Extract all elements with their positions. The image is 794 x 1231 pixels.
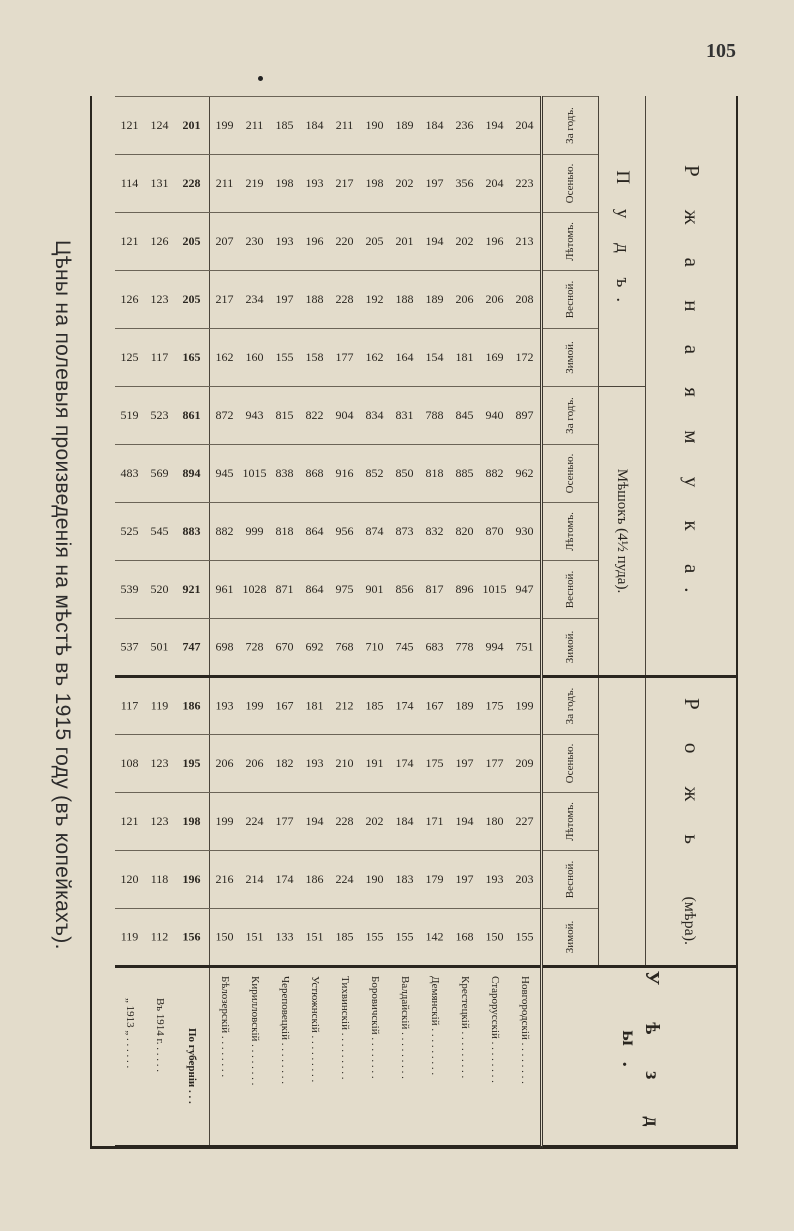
price-cell: 204 [510,97,542,155]
price-cell: 223 [510,155,542,213]
uezd-name: Въ 1914 г. . . . . . [145,967,175,1147]
price-cell: 209 [510,735,542,793]
price-table [115,96,738,1148]
price-cell: 123 [145,793,175,851]
price-cell: 525 [115,503,145,561]
price-cell: 852 [360,445,390,503]
price-cell: 670 [270,619,300,677]
price-cell: 180 [480,793,510,851]
price-cell: 185 [360,677,390,735]
season-header: Осенью. [542,445,599,503]
uezd-name: Устюжнскій . . . . . . . . . [300,967,330,1147]
season-header: Зимой. [542,329,599,387]
season-header: Лѣтомъ. [542,213,599,271]
price-cell: 197 [450,851,480,909]
price-cell: 219 [240,155,270,213]
price-cell: 188 [300,271,330,329]
price-cell: 822 [300,387,330,445]
price-cell: 870 [480,503,510,561]
price-cell: 162 [210,329,241,387]
price-cell: 956 [330,503,360,561]
price-cell: 818 [420,445,450,503]
season-header: Осенью. [542,155,599,213]
price-cell: 108 [115,735,145,793]
price-cell: 201 [175,97,210,155]
price-cell: 155 [390,909,420,967]
price-cell: 154 [420,329,450,387]
price-cell: 179 [420,851,450,909]
price-cell: 856 [390,561,420,619]
price-cell: 172 [510,329,542,387]
price-cell: 569 [145,445,175,503]
price-cell: 193 [270,213,300,271]
table-row [145,97,175,1147]
price-cell: 962 [510,445,542,503]
price-cell: 214 [240,851,270,909]
uezd-name: По губерніи . . . [175,967,210,1147]
price-cell: 168 [450,909,480,967]
price-cell: 868 [300,445,330,503]
price-cell: 112 [145,909,175,967]
uezd-name: Тихвинскій . . . . . . . . . [330,967,360,1147]
price-cell: 118 [145,851,175,909]
price-cell: 212 [330,677,360,735]
price-cell: 167 [420,677,450,735]
price-cell: 191 [360,735,390,793]
price-cell: 123 [145,735,175,793]
price-cell: 197 [270,271,300,329]
price-cell: 213 [510,213,542,271]
table-row [300,97,330,1147]
season-header: Лѣтомъ. [542,503,599,561]
price-cell: 873 [390,503,420,561]
price-cell: 545 [145,503,175,561]
price-cell: 175 [420,735,450,793]
price-cell: 120 [115,851,145,909]
price-cell: 747 [175,619,210,677]
uezd-name: Череповецкій . . . . . . . . [270,967,300,1147]
price-cell: 197 [420,155,450,213]
price-cell: 523 [145,387,175,445]
price-cell: 882 [210,503,241,561]
price-cell: 975 [330,561,360,619]
price-cell: 234 [240,271,270,329]
price-cell: 123 [145,271,175,329]
price-cell: 220 [330,213,360,271]
price-cell: 539 [115,561,145,619]
season-header: За годъ. [542,97,599,155]
price-cell: 114 [115,155,145,213]
price-cell: 119 [145,677,175,735]
table-title: Цѣны на полевыя произведенія на мѣстѣ въ 1915 году (въ копейкахъ). [51,240,74,950]
price-cell: 174 [390,677,420,735]
table-row [175,97,210,1147]
season-header: Зимой. [542,909,599,967]
price-cell: 151 [300,909,330,967]
price-cell: 217 [330,155,360,213]
price-cell: 224 [240,793,270,851]
price-cell: 192 [360,271,390,329]
price-cell: 904 [330,387,360,445]
price-cell: 121 [115,213,145,271]
price-cell: 174 [270,851,300,909]
price-cell: 834 [360,387,390,445]
price-cell: 158 [300,329,330,387]
price-cell: 831 [390,387,420,445]
uezd-name: Новгородскій . . . . . . . . [510,967,542,1147]
price-cell: 177 [330,329,360,387]
price-cell: 745 [390,619,420,677]
price-cell: 1028 [240,561,270,619]
table-row [270,97,300,1147]
price-cell: 227 [510,793,542,851]
price-cell: 185 [270,97,300,155]
price-cell: 201 [390,213,420,271]
price-cell: 206 [450,271,480,329]
season-header: Весной. [542,851,599,909]
price-cell: 184 [300,97,330,155]
price-cell: 119 [115,909,145,967]
price-cell: 845 [450,387,480,445]
price-cell: 961 [210,561,241,619]
uezd-name: Демянскій . . . . . . . . . [420,967,450,1147]
price-cell: 728 [240,619,270,677]
price-cell: 202 [450,213,480,271]
price-cell: 210 [330,735,360,793]
price-cell: 199 [240,677,270,735]
price-cell: 217 [210,271,241,329]
price-cell: 188 [390,271,420,329]
price-cell: 205 [360,213,390,271]
price-cell: 155 [510,909,542,967]
price-cell: 850 [390,445,420,503]
price-cell: 198 [175,793,210,851]
price-cell: 872 [210,387,241,445]
uezd-name: „ 1913 „ . . . . . . [115,967,145,1147]
price-cell: 196 [175,851,210,909]
price-cell: 186 [300,851,330,909]
price-cell: 206 [240,735,270,793]
price-cell: 207 [210,213,241,271]
price-cell: 186 [175,677,210,735]
season-header: За годъ. [542,387,599,445]
price-cell: 202 [360,793,390,851]
price-cell: 150 [210,909,241,967]
price-cell: 151 [240,909,270,967]
table-row [390,97,420,1147]
price-cell: 205 [175,271,210,329]
price-cell: 751 [510,619,542,677]
price-cell: 190 [360,97,390,155]
price-cell: 177 [270,793,300,851]
price-cell: 1015 [240,445,270,503]
price-cell: 943 [240,387,270,445]
price-cell: 778 [450,619,480,677]
price-cell: 236 [450,97,480,155]
price-cell: 930 [510,503,542,561]
price-cell: 940 [480,387,510,445]
price-cell: 864 [300,561,330,619]
price-cell: 175 [480,677,510,735]
price-cell: 125 [115,329,145,387]
price-cell: 224 [330,851,360,909]
price-cell: 117 [115,677,145,735]
price-cell: 501 [145,619,175,677]
price-cell: 710 [360,619,390,677]
header-uezdy: У ѣ з д ы. [542,967,739,1147]
table-row [360,97,390,1147]
price-cell: 181 [300,677,330,735]
price-cell: 1015 [480,561,510,619]
price-cell: 167 [270,677,300,735]
table-row [210,97,241,1147]
price-cell: 698 [210,619,241,677]
price-cell: 183 [390,851,420,909]
header-sack: Мѣшокъ (4½ пуда). [599,387,646,677]
price-cell: 171 [420,793,450,851]
price-cell: 193 [210,677,241,735]
price-cell: 194 [450,793,480,851]
price-cell: 155 [360,909,390,967]
price-cell: 199 [510,677,542,735]
uezd-name: Бѣлозерскій . . . . . . . . [210,967,241,1147]
price-cell: 228 [330,271,360,329]
uezd-name: Боровичскій . . . . . . . . [360,967,390,1147]
price-cell: 206 [480,271,510,329]
frame-line [90,96,92,1148]
season-header: Зимой. [542,619,599,677]
price-cell: 864 [300,503,330,561]
price-cell: 126 [115,271,145,329]
price-cell: 817 [420,561,450,619]
price-cell: 156 [175,909,210,967]
price-cell: 768 [330,619,360,677]
table-row [510,97,542,1147]
price-cell: 815 [270,387,300,445]
table-row [420,97,450,1147]
price-cell: 882 [480,445,510,503]
price-cell: 198 [360,155,390,213]
price-cell: 901 [360,561,390,619]
price-cell: 228 [175,155,210,213]
price-cell: 211 [330,97,360,155]
season-header: Осенью. [542,735,599,793]
price-cell: 820 [450,503,480,561]
season-header: Весной. [542,561,599,619]
price-cell: 169 [480,329,510,387]
price-cell: 885 [450,445,480,503]
price-cell: 203 [510,851,542,909]
price-cell: 537 [115,619,145,677]
table-row [450,97,480,1147]
uezd-name: Старорусскій . . . . . . . . [480,967,510,1147]
price-cell: 916 [330,445,360,503]
uezd-name: Крестецкій . . . . . . . . . [450,967,480,1147]
price-cell: 861 [175,387,210,445]
price-cell: 131 [145,155,175,213]
price-cell: 117 [145,329,175,387]
price-cell: 230 [240,213,270,271]
price-cell: 182 [270,735,300,793]
price-cell: 871 [270,561,300,619]
price-cell: 194 [300,793,330,851]
price-cell: 189 [390,97,420,155]
price-cell: 121 [115,793,145,851]
price-cell: 150 [480,909,510,967]
table-row [115,97,145,1147]
price-cell: 165 [175,329,210,387]
price-cell: 945 [210,445,241,503]
page-number: 105 [706,40,736,62]
price-cell: 999 [240,503,270,561]
price-cell: 199 [210,97,241,155]
price-cell: 126 [145,213,175,271]
price-cell: 519 [115,387,145,445]
price-cell: 832 [420,503,450,561]
price-cell: 133 [270,909,300,967]
price-cell: 174 [390,735,420,793]
price-cell: 184 [390,793,420,851]
price-cell: 204 [480,155,510,213]
price-cell: 193 [480,851,510,909]
price-cell: 184 [420,97,450,155]
season-header: Лѣтомъ. [542,793,599,851]
price-cell: 683 [420,619,450,677]
price-cell: 211 [240,97,270,155]
price-cell: 199 [210,793,241,851]
price-cell: 181 [450,329,480,387]
price-cell: 897 [510,387,542,445]
header-flour: Р ж а н а я м у к а. [646,97,739,677]
price-cell: 124 [145,97,175,155]
uezd-name: Валдайскій . . . . . . . . . [390,967,420,1147]
price-cell: 185 [330,909,360,967]
price-cell: 189 [450,677,480,735]
uezd-name: Кирилловскій . . . . . . . . [240,967,270,1147]
price-cell: 921 [175,561,210,619]
table-row [480,97,510,1147]
price-cell: 883 [175,503,210,561]
price-cell: 206 [210,735,241,793]
price-cell: 818 [270,503,300,561]
price-cell: 228 [330,793,360,851]
price-cell: 189 [420,271,450,329]
rotated-page-content [38,18,758,1168]
price-cell: 193 [300,155,330,213]
price-cell: 896 [450,561,480,619]
price-cell: 155 [270,329,300,387]
price-cell: 894 [175,445,210,503]
price-cell: 788 [420,387,450,445]
price-cell: 193 [300,735,330,793]
price-cell: 202 [390,155,420,213]
season-header: Весной. [542,271,599,329]
price-cell: 211 [210,155,241,213]
price-cell: 177 [480,735,510,793]
header-pud: П у д ъ. [599,97,646,387]
price-cell: 520 [145,561,175,619]
price-cell: 874 [360,503,390,561]
price-cell: 194 [480,97,510,155]
price-cell: 196 [300,213,330,271]
price-cell: 194 [420,213,450,271]
price-cell: 692 [300,619,330,677]
price-cell: 121 [115,97,145,155]
price-cell: 356 [450,155,480,213]
price-cell: 198 [270,155,300,213]
table-row [330,97,360,1147]
price-cell: 196 [480,213,510,271]
price-cell: 208 [510,271,542,329]
price-cell: 205 [175,213,210,271]
price-cell: 142 [420,909,450,967]
price-cell: 164 [390,329,420,387]
price-cell: 190 [360,851,390,909]
price-cell: 197 [450,735,480,793]
header-rye: Р о ж ь (мѣра). [646,677,739,967]
price-cell: 838 [270,445,300,503]
price-cell: 216 [210,851,241,909]
price-cell: 994 [480,619,510,677]
price-cell: 162 [360,329,390,387]
price-cell: 160 [240,329,270,387]
price-cell: 947 [510,561,542,619]
price-cell: 483 [115,445,145,503]
price-cell: 195 [175,735,210,793]
table-row [240,97,270,1147]
season-header: За годъ. [542,677,599,735]
header-rye-spacer [599,677,646,967]
